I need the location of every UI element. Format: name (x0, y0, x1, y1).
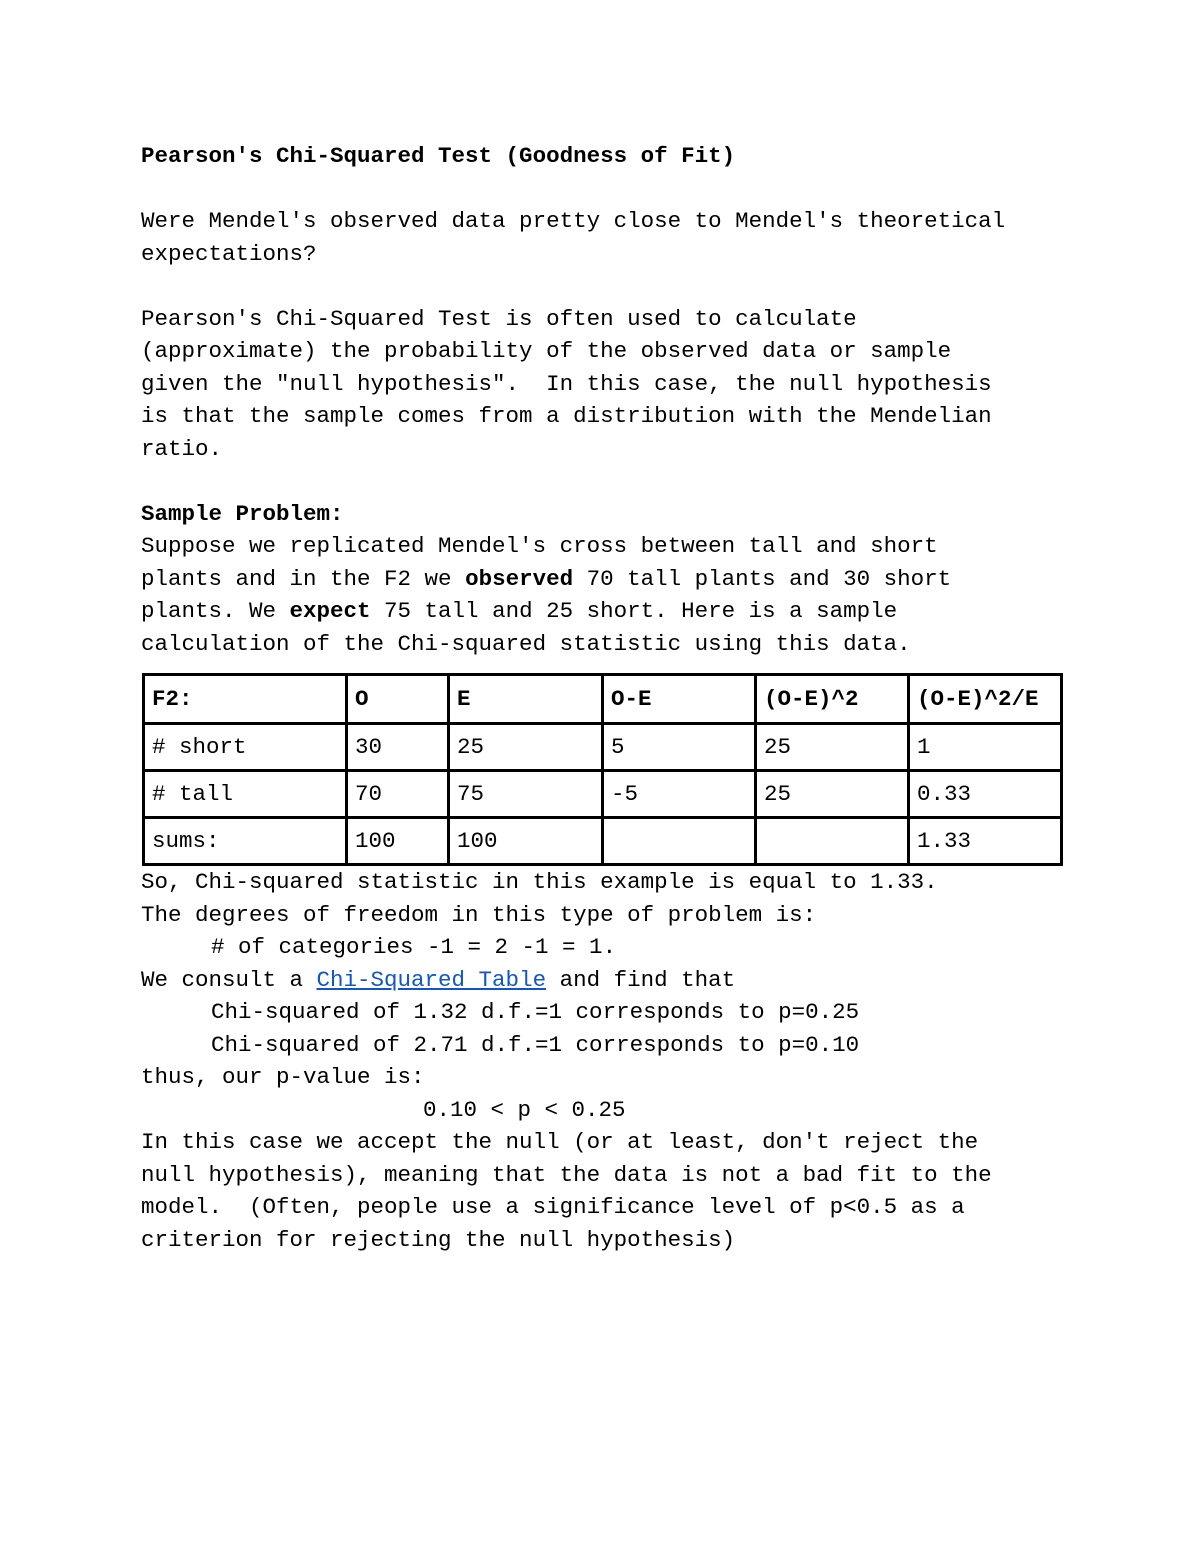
degrees-of-freedom-line: The degrees of freedom in this type of problem is: (141, 901, 817, 928)
sample-line-2 (141, 563, 1071, 596)
table-cell: 1.33 (909, 818, 1062, 865)
sample-heading: Sample Problem: (141, 500, 344, 527)
question-line-1: Were Mendel's observed data pretty close to Mendel's theoretical (141, 208, 1006, 234)
degrees-of-freedom-calc: # of categories -1 = 2 -1 = 1. (211, 934, 617, 960)
conclusion-line-2: null hypothesis), meaning that the data is not a bad fit to the (141, 1161, 992, 1188)
table-cell: 25 (449, 724, 603, 771)
pvalue-intro: thus, our p-value is: (141, 1064, 425, 1090)
table-cell: 0.33 (909, 771, 1062, 818)
sample-line-2-b: 70 tall plants and 30 short (573, 565, 952, 592)
header-cell-difference-squared: (O-E)^2 (756, 675, 909, 724)
sample-line-1: Suppose we replicated Mendel's cross between tall and short (141, 533, 938, 559)
chi-squared-table (142, 673, 1063, 866)
conclusion-line-1: In this case we accept the null (or at least, don't reject the (141, 1129, 979, 1155)
table-cell: 25 (756, 771, 909, 818)
table-cell: 1 (909, 724, 1062, 771)
table-cell: 5 (603, 724, 756, 771)
table-cell (756, 818, 909, 865)
table-cell: -5 (603, 771, 756, 818)
header-cell-observed: O (347, 675, 449, 724)
conclusion-line-3: model. (Often, people use a significance level of p<0.5 as a (141, 1194, 965, 1220)
consult-text-b: and find that (546, 966, 736, 993)
table-cell: 30 (347, 724, 449, 771)
lookup-line-2: Chi-squared of 2.71 d.f.=1 corresponds to p=0.10 (211, 1031, 860, 1058)
expect-emphasis: expect (289, 598, 371, 624)
header-cell-difference: O-E (603, 675, 756, 724)
document-title: Pearson's Chi-Squared Test (Goodness of Fit) (141, 143, 736, 169)
consult-text-a: We consult a (141, 966, 317, 993)
sample-line-3 (141, 595, 1071, 628)
sample-line-4: calculation of the Chi-squared statistic using this data. (141, 630, 911, 657)
header-cell-expected: E (449, 675, 603, 724)
sample-line-2-a: plants and in the F2 we (141, 565, 466, 592)
table-row (144, 724, 1062, 771)
table-cell: 100 (347, 818, 449, 865)
observed-emphasis: observed (465, 565, 574, 592)
table-cell: 25 (756, 724, 909, 771)
chi-squared-table-link[interactable]: Chi-Squared Table (316, 966, 547, 993)
spacer (141, 173, 1071, 206)
spacer (141, 270, 1071, 303)
table-cell (603, 818, 756, 865)
intro-line-4: is that the sample comes from a distribution with the Mendelian (141, 403, 992, 429)
sample-line-3-b: 75 tall and 25 short. Here is a sample (370, 598, 898, 624)
intro-line-5: ratio. (141, 435, 223, 462)
table-cell: 70 (347, 771, 449, 818)
header-cell-f2: F2: (144, 675, 347, 724)
spacer (141, 465, 1071, 498)
intro-line-3: given the "null hypothesis". In this case, the null hypothesis (141, 370, 992, 397)
intro-line-1: Pearson's Chi-Squared Test is often used to calculate (141, 305, 857, 332)
table-row (144, 771, 1062, 818)
table-header-row (144, 675, 1062, 724)
document-page (141, 140, 1071, 1256)
table-cell: sums: (144, 818, 347, 865)
table-cell: 75 (449, 771, 603, 818)
intro-line-2: (approximate) the probability of the observed data or sample (141, 338, 952, 364)
lookup-line-1: Chi-squared of 1.32 d.f.=1 corresponds to p=0.25 (211, 999, 860, 1025)
table-row (144, 818, 1062, 865)
table-cell: # tall (144, 771, 347, 818)
pvalue-range: 0.10 < p < 0.25 (423, 1096, 626, 1123)
conclusion-line-4: criterion for rejecting the null hypothesis) (141, 1226, 736, 1253)
consult-line (141, 964, 1071, 997)
table-cell: # short (144, 724, 347, 771)
question-line-2: expectations? (141, 240, 317, 267)
sample-line-3-a: plants. We (141, 598, 290, 624)
table-cell: 100 (449, 818, 603, 865)
header-cell-chi-component: (O-E)^2/E (909, 675, 1062, 724)
statistic-line: So, Chi-squared statistic in this example is equal to 1.33. (141, 869, 938, 895)
